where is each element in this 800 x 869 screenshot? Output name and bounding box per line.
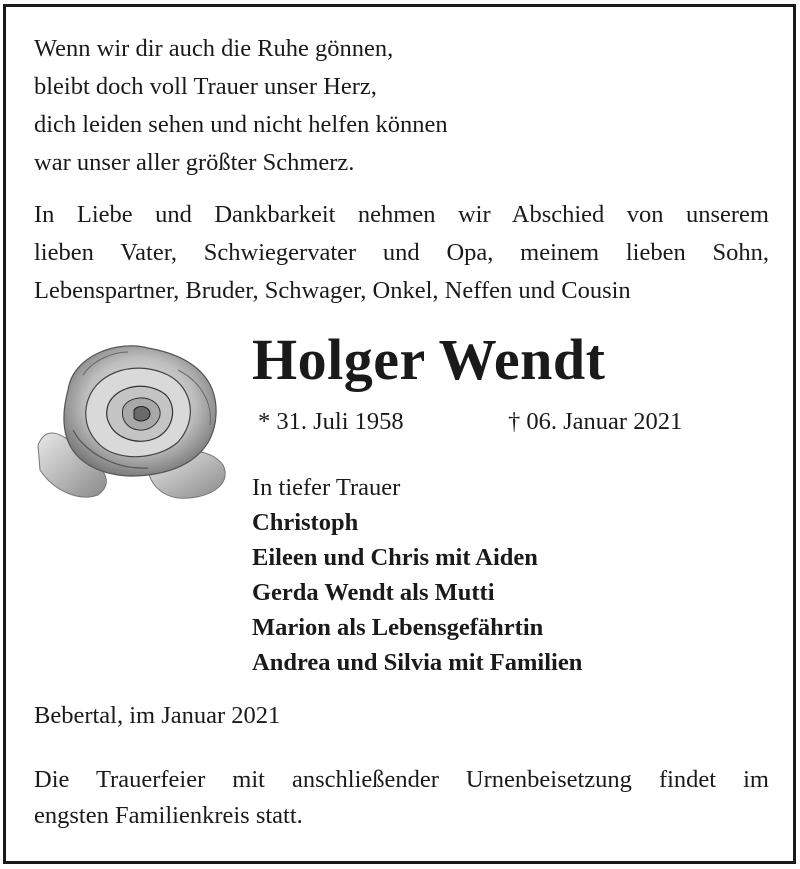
mourner-name: Eileen und Chris mit Aiden (252, 544, 538, 571)
mourner-name: Christoph (252, 509, 359, 536)
poem (34, 30, 448, 182)
mourner-name: Marion als Lebensgefährtin (252, 614, 544, 641)
intro-line: lieben Vater, Schwiegervater und Opa, meinem lieben Sohn, (34, 239, 769, 266)
service-note (34, 762, 769, 834)
deceased-name: Holger Wendt (252, 327, 606, 392)
mourner-name: Gerda Wendt als Mutti (252, 579, 495, 606)
poem-line: Wenn wir dir auch die Ruhe gönnen, (34, 35, 394, 62)
service-line: Die Trauerfeier mit anschließender Urnenbeisetzung findet im (34, 766, 769, 793)
mourners-block (252, 470, 582, 680)
poem-line: bleibt doch voll Trauer unser Herz, (34, 73, 377, 100)
birth-date: * 31. Juli 1958 (258, 408, 404, 435)
death-date: † 06. Januar 2021 (508, 408, 683, 435)
intro-text (34, 196, 769, 310)
place-date: Bebertal, im Januar 2021 (34, 702, 281, 729)
service-line: engsten Familienkreis statt. (34, 802, 303, 829)
poem-line: war unser aller größter Schmerz. (34, 149, 355, 176)
mourners-heading: In tiefer Trauer (252, 474, 401, 501)
poem-line: dich leiden sehen und nicht helfen können (34, 111, 448, 138)
rose-icon (28, 330, 238, 502)
mourner-name: Andrea und Silvia mit Familien (252, 649, 583, 676)
intro-line: In Liebe und Dankbarkeit nehmen wir Abschied von unserem (34, 201, 769, 228)
intro-line: Lebenspartner, Bruder, Schwager, Onkel, Neffen und Cousin (34, 277, 631, 304)
